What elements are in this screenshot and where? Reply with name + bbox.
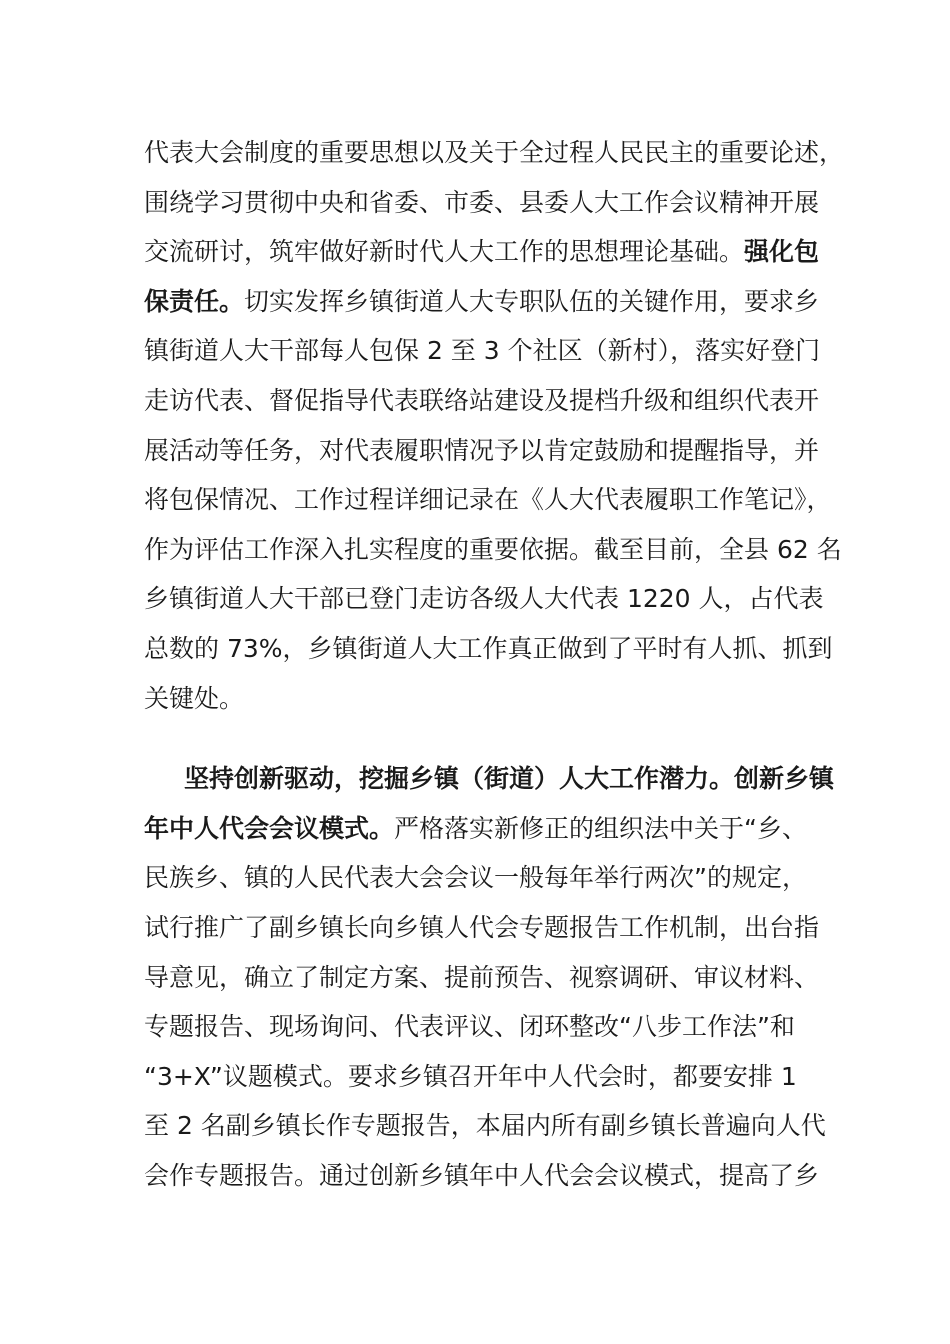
text-line bbox=[144, 178, 824, 228]
text-line bbox=[144, 376, 824, 426]
text-line bbox=[144, 326, 824, 376]
text-line bbox=[144, 1101, 824, 1151]
text-run: 会作专题报告。通过创新乡镇年中人代会会议模式，提高了乡 bbox=[144, 1160, 820, 1190]
text-run: 走访代表、督促指导代表联络站建设及提档升级和组织代表开 bbox=[144, 385, 820, 415]
text-run: 展活动等任务，对代表履职情况予以肯定鼓励和提醒指导，并 bbox=[144, 435, 820, 465]
text-line bbox=[144, 754, 835, 804]
text-run: 严格落实新修正的组织法中关于“乡、 bbox=[394, 813, 807, 843]
text-line bbox=[144, 227, 824, 277]
text-run: 关键处。 bbox=[144, 683, 245, 713]
text-run: 切实发挥乡镇街道人大专职队伍的关键作用，要求乡 bbox=[244, 286, 820, 316]
text-line bbox=[144, 525, 842, 575]
text-run: “3+X”议题模式。要求乡镇召开年中人代会时，都要安排 1 bbox=[144, 1061, 797, 1091]
text-run: 导意见，确立了制定方案、提前预告、视察调研、审议材料、 bbox=[144, 962, 820, 992]
text-run: 镇街道人大干部每人包保 2 至 3 个社区（新村），落实好登门 bbox=[144, 336, 821, 366]
text-line bbox=[144, 1002, 824, 1052]
bold-text-run: 保责任。 bbox=[144, 286, 245, 316]
paragraph-1 bbox=[144, 128, 845, 723]
text-line bbox=[144, 426, 824, 476]
text-line bbox=[144, 1151, 824, 1201]
text-line bbox=[144, 624, 833, 674]
text-run: 代表大会制度的重要思想以及关于全过程人民民主的重要论述， bbox=[144, 138, 845, 167]
paragraph-2 bbox=[144, 754, 835, 1200]
text-run: 乡镇街道人大干部已登门走访各级人大代表 1220 人，占代表 bbox=[144, 584, 824, 614]
text-line bbox=[144, 853, 824, 903]
text-line bbox=[144, 674, 824, 724]
text-run: 将包保情况、工作过程详细记录在《人大代表履职工作笔记》， bbox=[144, 485, 832, 515]
text-line bbox=[144, 953, 824, 1003]
text-run: 作为评估工作深入扎实程度的重要依据。截至目前，全县 62 名 bbox=[144, 534, 842, 564]
text-line bbox=[144, 903, 824, 953]
text-line bbox=[144, 128, 845, 178]
text-line bbox=[144, 277, 824, 327]
text-line bbox=[144, 804, 824, 854]
text-run: 民族乡、镇的人民代表大会会议一般每年举行两次”的规定， bbox=[144, 863, 807, 893]
bold-text-run: 年中人代会会议模式。 bbox=[144, 813, 395, 843]
text-line bbox=[144, 1052, 824, 1102]
text-run: 围绕学习贯彻中央和省委、市委、县委人大工作会议精神开展 bbox=[144, 187, 820, 217]
bold-text-run: 坚持创新驱动，挖掘乡镇（街道）人大工作潜力。创新乡镇 bbox=[184, 764, 835, 794]
text-line bbox=[144, 475, 832, 525]
text-run: 至 2 名副乡镇长作专题报告，本届内所有副乡镇长普遍向人代 bbox=[144, 1111, 826, 1141]
text-run: 交流研讨，筑牢做好新时代人大工作的思想理论基础。 bbox=[144, 237, 745, 267]
document-body bbox=[144, 128, 845, 1200]
text-run: 专题报告、现场询问、代表评议、闭环整改“八步工作法”和 bbox=[144, 1012, 795, 1042]
text-run: 试行推广了副乡镇长向乡镇人代会专题报告工作机制，出台指 bbox=[144, 912, 820, 942]
text-run: 总数的 73%，乡镇街道人大工作真正做到了平时有人抓、抓到 bbox=[144, 633, 833, 663]
bold-text-run: 强化包 bbox=[744, 237, 820, 267]
text-line bbox=[144, 574, 824, 624]
